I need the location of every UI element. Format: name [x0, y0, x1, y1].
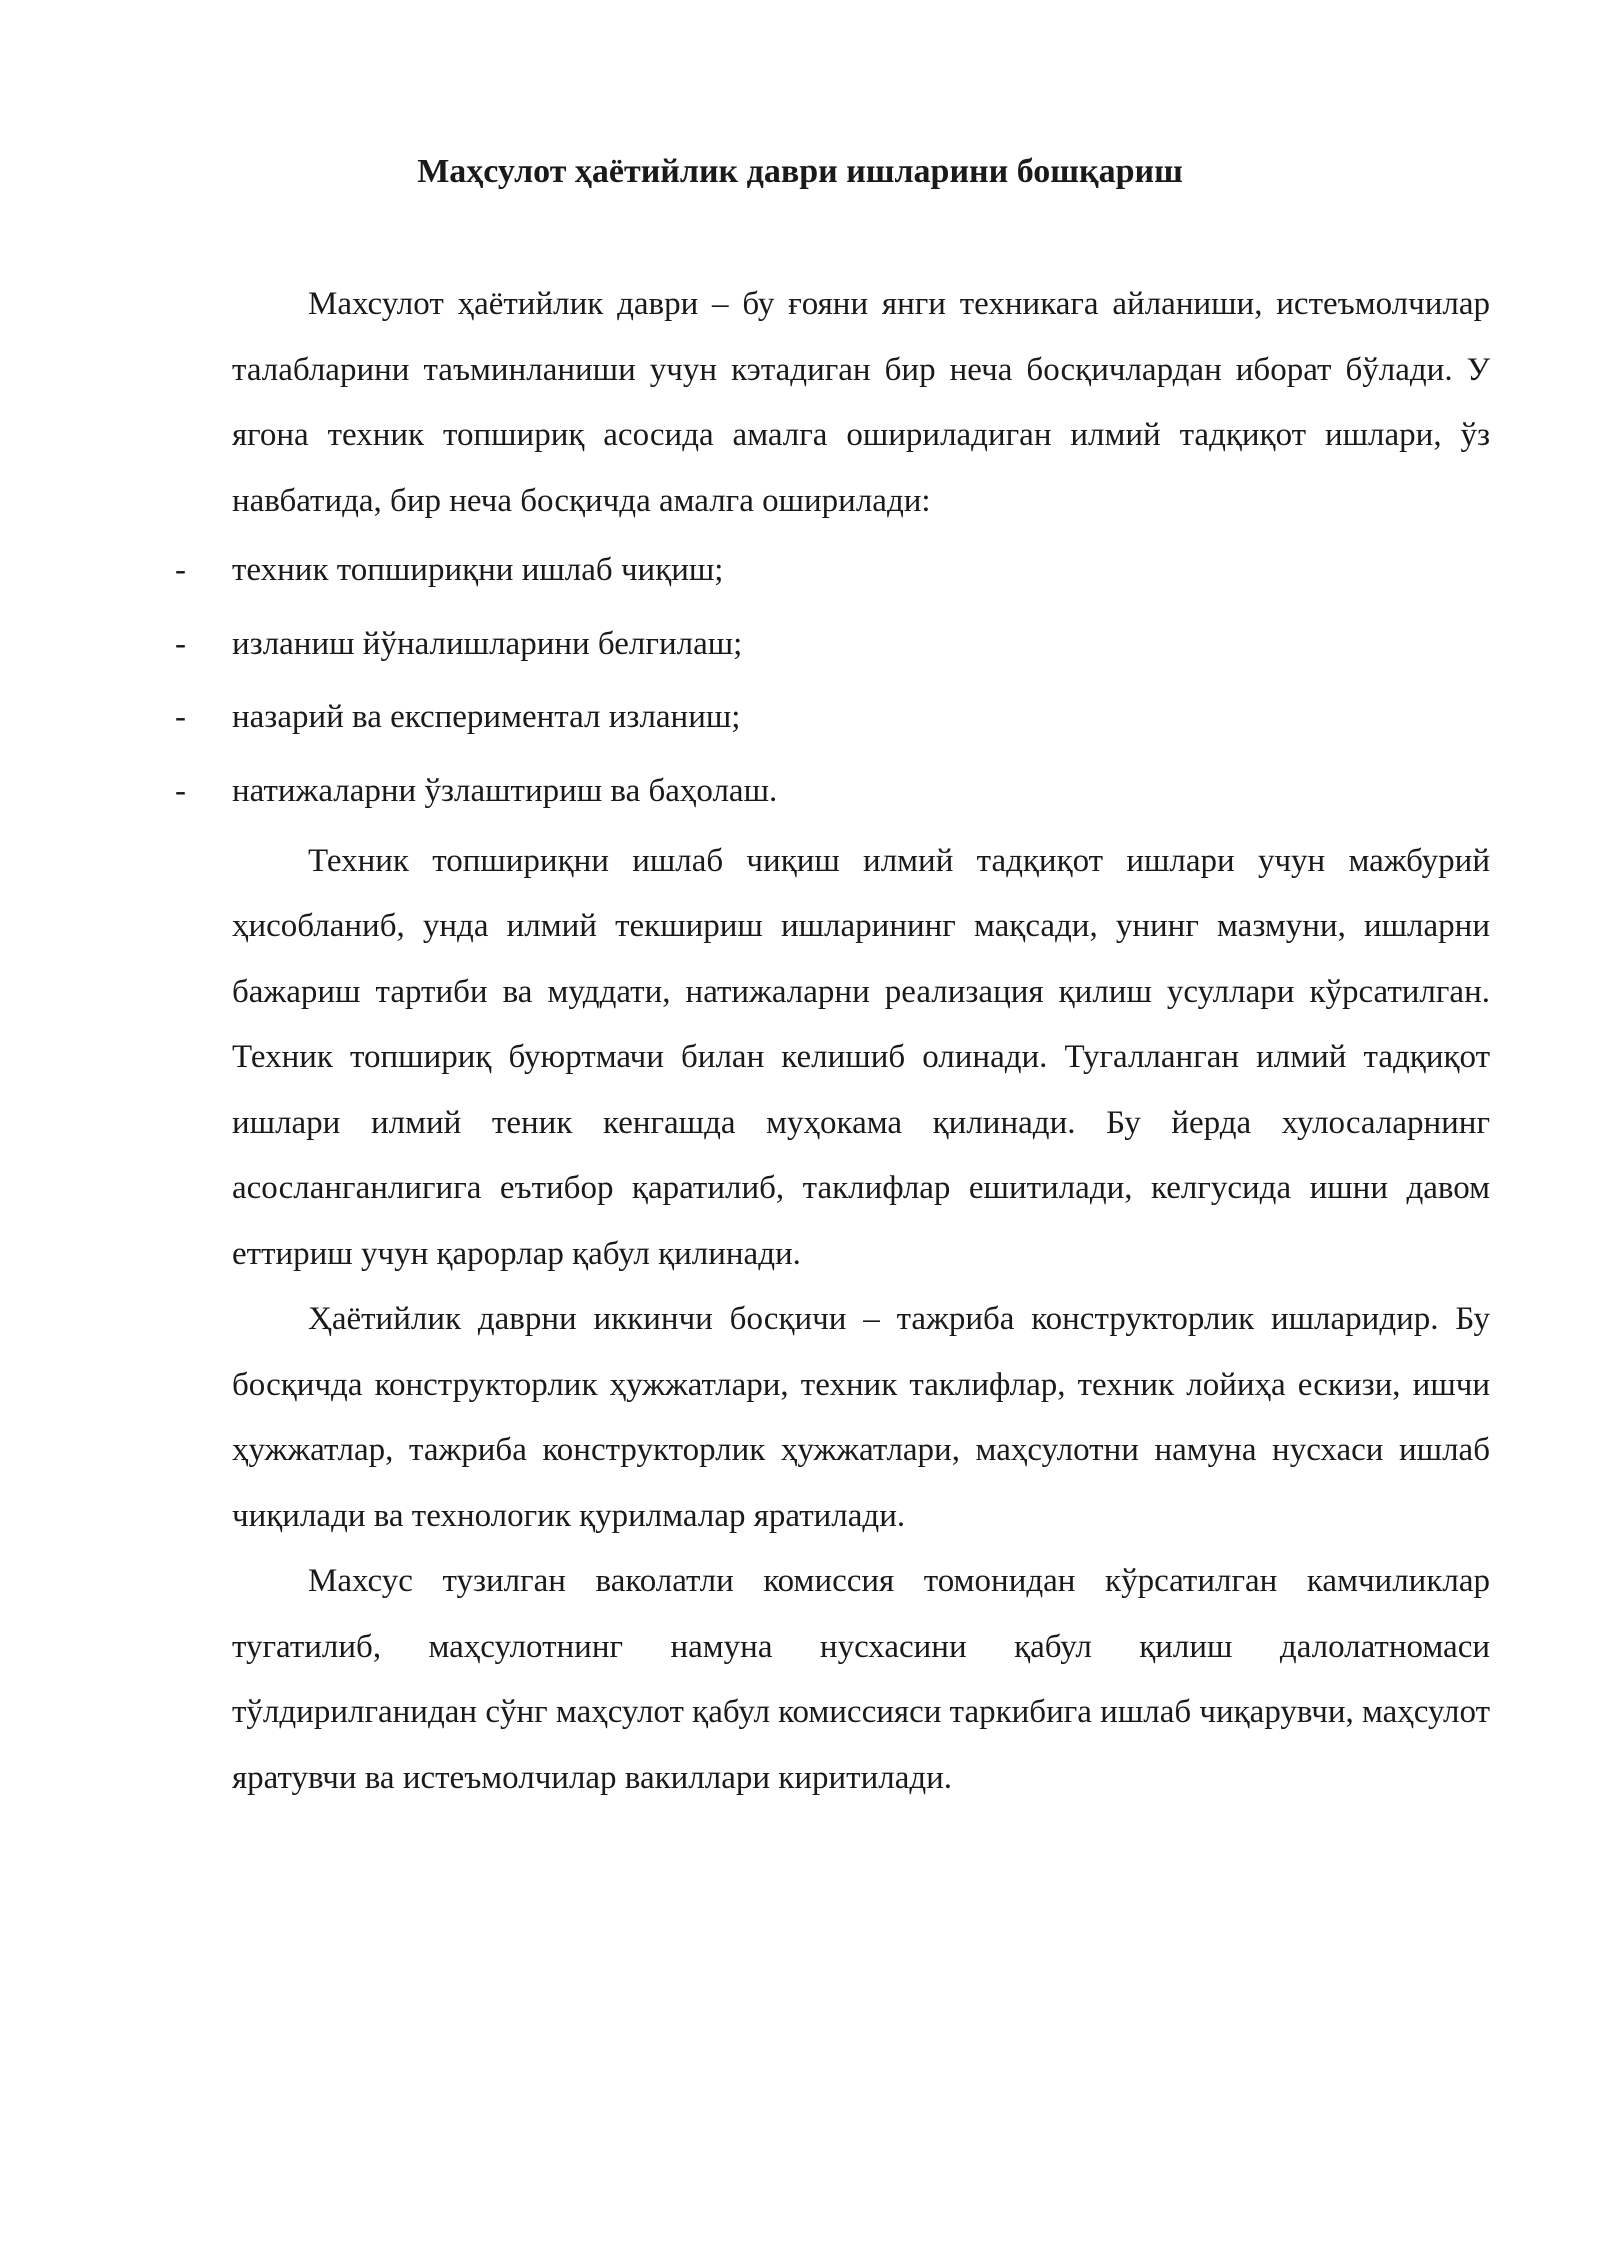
list-item-text: натижаларни ўзлаштириш ва баҳолаш.: [232, 773, 778, 810]
intro-paragraph: Махсулот ҳаётийлик даври – бу ғояни янги техникага айланиши, истеъмолчилар талабларини таъминланиши учун кэтадиган бир неча босқичлардан иборат бўлади. У ягона техник топшириқ асосида амалга ошириладиган илмий тадқиқот ишлари, ўз навбатида, бир неча босқичда амалга оширилади:: [232, 286, 1490, 519]
bullet-dash: -: [175, 773, 186, 810]
bullet-dash: -: [175, 552, 186, 588]
list-item: [175, 608, 1490, 682]
list-item: [175, 681, 1490, 755]
body-paragraph: Ҳаётийлик даврни иккинчи босқичи – тажриба конструкторлик ишларидир. Бу босқичда конструкторлик ҳужжатлари, техник таклифлар, техник лойиҳа ескизи, ишчи ҳужжатлар, тажриба конструкторлик ҳужжатлари, маҳсулотни намуна нусхаси ишлаб чиқилади ва технологик қурилмалар яратилади.: [232, 1301, 1490, 1534]
list-item-text: изланиш йўналишларини белгилаш;: [232, 625, 743, 662]
bullet-dash: -: [175, 699, 186, 736]
page-title: Маҳсулот ҳаётийлик даври ишларини бошқариш: [417, 153, 1183, 190]
stages-list: [175, 534, 1490, 829]
list-item: [175, 755, 1490, 829]
document-body: [175, 272, 1490, 1811]
bullet-dash: -: [175, 625, 186, 662]
list-item: [175, 534, 1490, 608]
list-item-text: техник топшириқни ишлаб чиқиш;: [232, 552, 724, 588]
body-paragraph: Техник топшириқни ишлаб чиқиш илмий тадқиқот ишлари учун мажбурий ҳисобланиб, унда илмий текшириш ишларининг мақсади, унинг мазмуни, ишларни бажариш тартиби ва муддати, натижаларни реализация қилиш усуллари кўрсатилган. Техник топшириқ буюртмачи билан келишиб олинади. Тугалланган илмий тадқиқот ишлари илмий теник кенгашда муҳокама қилинади. Бу йерда хулосаларнинг асосланганлигига еътибор қаратилиб, таклифлар ешитилади, келгусида ишни давом еттириш учун қарорлар қабул қилинади.: [232, 842, 1490, 1272]
list-item-text: назарий ва експериментал изланиш;: [232, 699, 741, 736]
body-paragraph: Махсус тузилган ваколатли комиссия томонидан кўрсатилган камчиликлар тугатилиб, маҳсулотнинг намуна нусхасини қабул қилиш далолатномаси тўлдирилганидан сўнг маҳсулот қабул комиссияси таркибига ишлаб чиқарувчи, маҳсулот яратувчи ва истеъмолчилар вакиллари киритилади.: [232, 1563, 1490, 1796]
